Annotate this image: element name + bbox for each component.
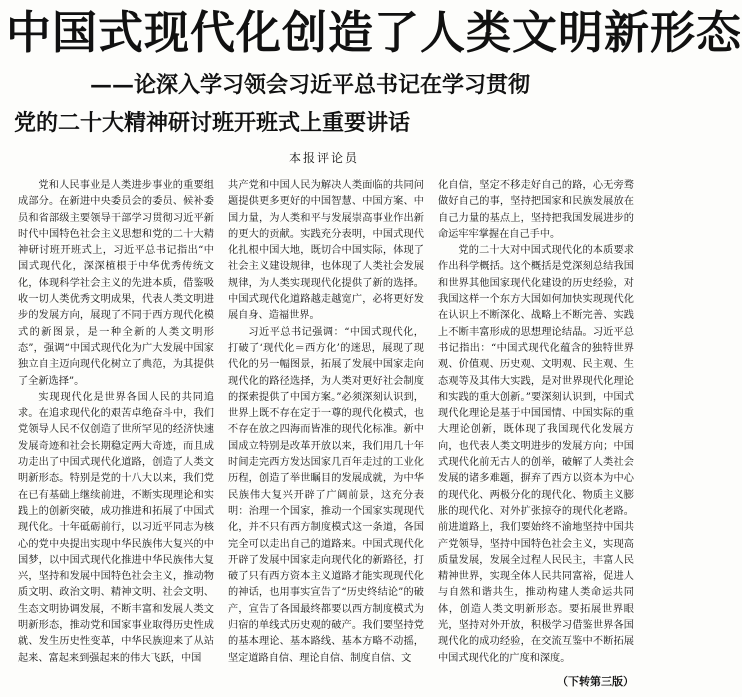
article-column-2 <box>228 178 424 670</box>
body-paragraph: 习近平总书记强调：“中国式现代化，打破了‘现代化＝西方化’的迷思，展现了现代化的另一幅图景，拓展了发展中国家走向现代化的路径选择，为人类对更好社会制度的探索提供了中国方案。”必须深刻认识到，世界上既不存在定于一尊的现代化模式，也不存在放之四海而皆准的现代化标准。新中国成立特别是改革开放以来，我们用几十年时间走完西方发达国家几百年走过的工业化历程，创造了举世瞩目的发展成就，为中华民族伟大复兴开辟了广阔前景，这充分表明：治理一个国家，推动一个国家实现现代化，并不只有西方制度模式这一条道，各国完全可以走出自己的道路来。中国式现代化开辟了发展中国家走向现代化的新路径，打破了只有西方资本主义道路才能实现现代化的神话，也用事实宣告了“历史终结论”的破产，宣告了各国最终都要以西方制度模式为归宿的单线式历史观的破产。我们要坚持党的基本理论、基本路线、基本方略不动摇，坚定道路自信、理论自信、制度自信、文 <box>228 326 424 664</box>
article-column-3 <box>438 178 634 670</box>
body-paragraph: 党的二十大对中国式现代化的本质要求作出科学概括。这个概括是党深刻总结我国和世界其他国家现代化建设的历史经验，对我国这样一个东方大国如何加快实现现代化在认识上不断深化、战略上不断完善、实践上不断丰富形成的思想理论结晶。习近平总书记指出：“中国式现代化蕴含的独特世界观、价值观、历史观、文明观、民主观、生态观等及其伟大实践，是对世界现代化理论和实践的重大创新。”要深刻认识到，中国式现代化理论是基于中国国情、中国实际的重大理论创新，既体现了我国现代化发展方向，也代表人类文明进步的发展方向；中国式现代化前无古人的创举，破解了人类社会发展的诸多难题，摒弃了西方以资本为中心的现代化、两极分化的现代化、物质主义膨胀的现代化、对外扩张掠夺的现代化老路。前进道路上，我们要始终不渝地坚持中国共产党领导，坚持中国特色社会主义，实现高质量发展，发展全过程人民民主，丰富人民精神世界，实现全体人民共同富裕，促进人与自然和谐共生，推动构建人类命运共同体，创造人类文明新形态。要拓展世界眼光，坚持对外开放，积极学习借鉴世界各国现代化的成功经验，在交流互鉴中不断拓展中国式现代化的广度和深度。 <box>438 245 634 664</box>
body-paragraph: 党和人民事业是人类进步事业的重要组成部分。在新进中央委员会的委员、候补委员和省部级主要领导干部学习贯彻习近平新时代中国特色社会主义思想和党的二十大精神研讨班开班式上，习近平总书记指出“中国式现代化，深深植根于中华优秀传统文化，体现科学社会主义的先进本质，借鉴吸收一切人类优秀文明成果，代表人类文明进步的发展方向，展现了不同于西方现代化模式的新图景，是一种全新的人类文明形态”，强调“中国式现代化为广大发展中国家独立自主迈向现代化树立了典范，为其提供了全新选择”。 <box>18 180 214 387</box>
article-byline: 本报评论员 <box>288 151 359 165</box>
body-paragraph: 共产党和中国人民为解决人类面临的共同问题提供更多更好的中国智慧、中国方案、中国力量，为人类和平与发展崇高事业作出新的更大的贡献。实践充分表明，中国式现代化扎根中国大地，既切合中国实际，体现了社会主义建设规律，也体现了人类社会发展规律，为人类实现现代化提供了新的选择。中国式现代化道路越走越宽广，必将更好发展自身、造福世界。 <box>228 180 424 322</box>
continued-note: （下转第三版） <box>557 675 634 688</box>
body-paragraph: 实现现代化是世界各国人民的共同追求。在追求现代化的艰苦卓绝奋斗中，我们党领导人民不仅创造了世所罕见的经济快速发展奇迹和社会长期稳定两大奇迹，而且成功走出了中国式现代化道路，创造了人类文明新形态。特别是党的十八大以来，我们党在已有基础上继续前进，不断实现理论和实践上的创新突破，成功推进和拓展了中国式现代化。十年砥砺前行，以习近平同志为核心的党中央提出实现中华民族伟大复兴的中国梦，以中国式现代化推进中华民族伟大复兴，坚持和发展中国特色社会主义，推动物质文明、政治文明、精神文明、社会文明、生态文明协调发展，不断丰富和发展人类文明新形态，推动党和国家事业取得历史性成就、发生历史性变革，中华民族迎来了从站起来、富起来到强起来的伟大飞跃，中国 <box>18 391 214 664</box>
article-headline: 中国式现代化创造了人类文明新形态 <box>6 6 742 59</box>
article-column-1 <box>18 178 214 670</box>
article-subheadline-line1: ——论深入学习领会习近平总书记在学习贯彻 <box>90 72 531 98</box>
body-paragraph: 化自信，坚定不移走好自己的路，心无旁骛做好自己的事，坚持把国家和民族发展放在自己力量的基点上，坚持把我国发展进步的命运牢牢掌握在自己手中。 <box>438 180 634 240</box>
article-subheadline-line2: 党的二十大精神研讨班开班式上重要讲话 <box>14 110 411 136</box>
